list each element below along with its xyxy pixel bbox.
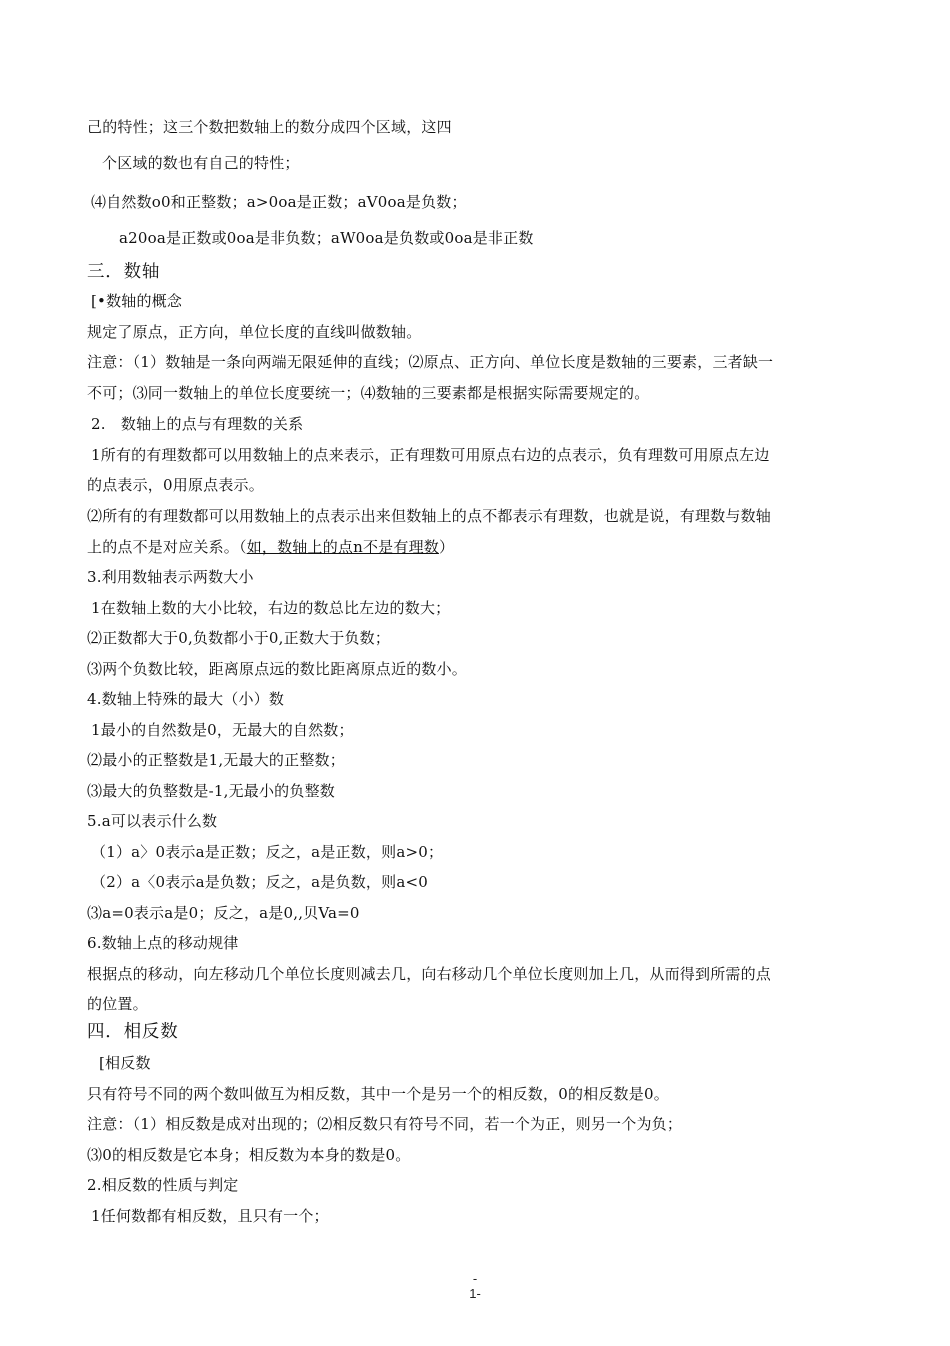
text-line: 只有符号不同的两个数叫做互为相反数，其中一个是另一个的相反数，0的相反数是0。 [87, 1085, 669, 1103]
text-line: 己的特性；这三个数把数轴上的数分成四个区域，这四 [87, 118, 452, 136]
list-item: ⑷自然数o0和正整数；a>0oa是正数；aV0oa是负数； [91, 193, 467, 211]
list-item: （2）a〈0表示a是负数；反之，a是负数，则a<0 [91, 873, 428, 891]
subsection-heading: [•数轴的概念 [91, 292, 183, 310]
text-line: 的位置。 [87, 995, 148, 1013]
list-item: ⑵正数都大于0,负数都小于0,正数大于负数； [87, 629, 391, 647]
list-item: 1最小的自然数是0，无最大的自然数； [91, 721, 354, 739]
subsection-heading: 2.相反数的性质与判定 [87, 1176, 239, 1194]
list-item: 1所有的有理数都可以用数轴上的点来表示，正有理数可用原点右边的点表示，负有理数可用原点左边 [91, 446, 770, 464]
text-line: 个区域的数也有自己的特性； [102, 154, 300, 172]
list-item: ⑶最大的负整数是-1,无最小的负整数 [87, 782, 335, 800]
text-line: 根据点的移动，向左移动几个单位长度则减去几，向右移动几个单位长度则加上几，从而得到所需的点 [87, 965, 772, 983]
text-line: a20oa是正数或0oa是非负数；aW0oa是负数或0oa是非正数 [119, 229, 534, 247]
section-heading: 四．相反数 [87, 1022, 179, 1042]
list-item: ⑶两个负数比较，距离原点远的数比距离原点近的数小。 [87, 660, 468, 678]
text-line: 的点表示，0用原点表示。 [87, 476, 264, 494]
underlined-example: 如，数轴上的点n不是有理数 [246, 538, 439, 556]
subsection-heading: 5.a可以表示什么数 [87, 812, 218, 830]
page-footer-dash: - [472, 1271, 478, 1286]
list-item: 1在数轴上数的大小比较，右边的数总比左边的数大； [91, 599, 451, 617]
list-item: （1）a〉0表示a是正数；反之，a是正数，则a>0； [91, 843, 444, 861]
text-run: ） [438, 538, 455, 556]
list-item: ⑵所有的有理数都可以用数轴上的点表示出来但数轴上的点不都表示有理数，也就是说，有理数与数轴 [87, 507, 772, 525]
text-line: ⑶0的相反数是它本身；相反数为本身的数是0。 [87, 1146, 411, 1164]
subsection-heading: [相反数 [99, 1054, 151, 1072]
text-line [87, 537, 454, 557]
text-line: 注意：（1）数轴是一条向两端无限延伸的直线；⑵原点、正方向、单位长度是数轴的三要素，三者缺一 [87, 353, 774, 371]
text-line: 注意：（1）相反数是成对出现的；⑵相反数只有符号不同，若一个为正，则另一个为负； [87, 1115, 683, 1133]
text-line: 不可；⑶同一数轴上的单位长度要统一；⑷数轴的三要素都是根据实际需要规定的。 [87, 384, 650, 402]
list-item: 1任何数都有相反数，且只有一个； [91, 1207, 329, 1225]
subsection-heading: 6.数轴上点的移动规律 [87, 934, 239, 952]
list-item: ⑶a=0表示a是0；反之，a是0,,贝Va=0 [87, 904, 360, 922]
page-number: 1- [469, 1286, 481, 1301]
text-line: 规定了原点，正方向，单位长度的直线叫做数轴。 [87, 323, 422, 341]
subsection-heading: 3.利用数轴表示两数大小 [87, 568, 254, 586]
list-item: ⑵最小的正整数是1,无最大的正整数； [87, 751, 345, 769]
section-heading: 三．数轴 [87, 262, 161, 282]
subsection-heading: 2. 数轴上的点与有理数的关系 [91, 415, 304, 433]
text-run: 上的点不是对应关系。（ [87, 538, 247, 556]
subsection-heading: 4.数轴上特殊的最大（小）数 [87, 690, 285, 708]
